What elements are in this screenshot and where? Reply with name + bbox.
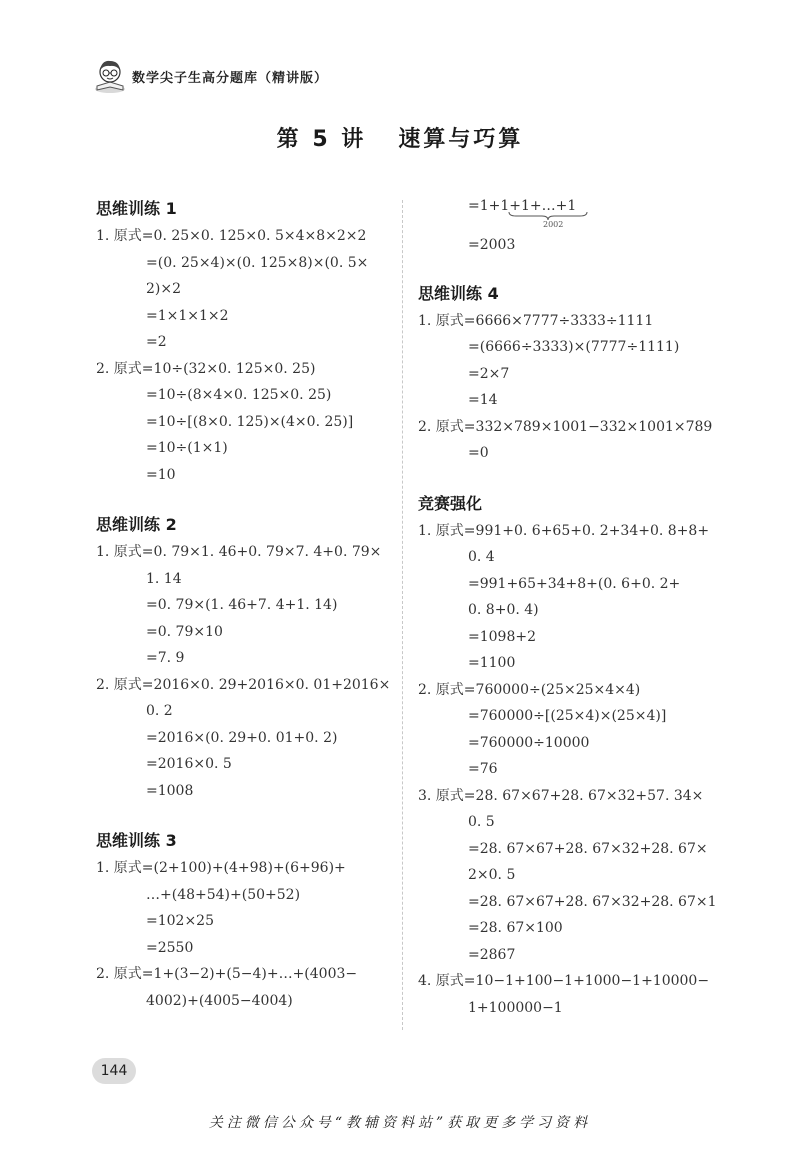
section-heading: 竞赛强化 — [418, 493, 483, 513]
solution-line: 1+100000−1 — [468, 999, 563, 1016]
solution-line: =760000÷[(25×4)×(25×4)] — [468, 708, 667, 724]
page-number: 144 — [92, 1058, 136, 1084]
solution-line: 2)×2 — [146, 281, 182, 297]
solution-line: 1. 原式=6666×7777÷3333÷1111 — [418, 312, 654, 329]
solution-line: =(0. 25×4)×(0. 125×8)×(0. 5× — [146, 254, 369, 271]
solution-line: =0. 79×10 — [146, 623, 223, 640]
right-column — [418, 194, 718, 1021]
solution-line: 2×0. 5 — [468, 867, 516, 883]
lecture-topic: 速算与巧算 — [398, 127, 524, 152]
solution-line: =76 — [468, 761, 498, 777]
underbrace-count: 2002 — [543, 220, 564, 229]
solution-line: =1×1×1×2 — [146, 307, 229, 324]
solution-line: 0. 8+0. 4) — [468, 602, 539, 618]
solution-line: 1. 原式=0. 79×1. 46+0. 79×7. 4+0. 79× — [96, 544, 382, 560]
section-heading: 思维训练 2 — [96, 515, 177, 534]
solution-line: =2×7 — [468, 365, 510, 382]
solution-line: =2 — [146, 334, 167, 350]
solution-line: =0. 79×(1. 46+7. 4+1. 14) — [146, 597, 338, 613]
solution-line: 1. 原式=(2+100)+(4+98)+(6+96)+ — [96, 860, 346, 876]
solution-line: 1. 14 — [146, 570, 182, 587]
solution-line: =10÷(8×4×0. 125×0. 25) — [146, 387, 332, 403]
solution-line: =1008 — [146, 782, 194, 799]
solution-line: =760000÷10000 — [468, 734, 590, 751]
solution-line: =991+65+34+8+(0. 6+0. 2+ — [468, 575, 681, 592]
section-heading: 思维训练 1 — [96, 199, 177, 218]
solution-line: 2. 原式=760000÷(25×25×4×4) — [418, 681, 641, 698]
solution-line: 1. 原式=0. 25×0. 125×0. 5×4×8×2×2 — [96, 228, 367, 244]
solution-line: =1100 — [468, 655, 516, 671]
underbrace-line — [418, 194, 718, 229]
solution-line: …+(48+54)+(50+52) — [146, 886, 301, 903]
solution-line: 4. 原式=10−1+100−1+1000−1+10000− — [418, 973, 710, 989]
student-reading-icon — [92, 58, 128, 94]
solution-line: =2003 — [468, 237, 516, 253]
solution-line: =2016×0. 5 — [146, 756, 232, 772]
solution-line: =10÷(1×1) — [146, 440, 228, 456]
running-header — [92, 56, 328, 96]
section-heading: 思维训练 3 — [96, 831, 177, 850]
solution-line: 3. 原式=28. 67×67+28. 67×32+57. 34× — [418, 787, 704, 804]
solution-line: =(6666÷3333)×(7777÷1111) — [468, 339, 680, 355]
solution-line: =1+1+1+…+1 — [468, 198, 577, 214]
solution-line: 0. 4 — [468, 549, 495, 565]
solution-line: =10 — [146, 466, 176, 483]
solution-line: =7. 9 — [146, 650, 185, 666]
left-column — [96, 196, 396, 1014]
solution-line: =0 — [468, 445, 489, 461]
solution-line: 0. 2 — [146, 703, 173, 719]
solution-line: =28. 67×67+28. 67×32+28. 67×1 — [468, 893, 717, 910]
solution-line: =10÷[(8×0. 125)×(4×0. 25)] — [146, 413, 354, 430]
solution-line: =14 — [468, 392, 498, 408]
solution-line: 2. 原式=1+(3−2)+(5−4)+…+(4003− — [96, 966, 358, 982]
solution-line: =28. 67×100 — [468, 920, 563, 936]
page-title — [0, 122, 800, 153]
solution-line: =28. 67×67+28. 67×32+28. 67× — [468, 840, 708, 857]
book-series-title: 数学尖子生高分题库（精讲版） — [132, 70, 329, 86]
solution-line: 2. 原式=332×789×1001−332×1001×789 — [418, 418, 713, 435]
solution-line: 2. 原式=2016×0. 29+2016×0. 01+2016× — [96, 676, 391, 693]
footer-note: 关注微信公众号“教辅资料站”获取更多学习资料 — [208, 1115, 592, 1131]
solution-line: =102×25 — [146, 913, 214, 929]
solution-line: =2867 — [468, 946, 516, 963]
section-heading: 思维训练 4 — [418, 283, 499, 303]
column-divider — [402, 200, 403, 1030]
solution-line: =2016×(0. 29+0. 01+0. 2) — [146, 729, 338, 746]
solution-line: =2550 — [146, 939, 194, 956]
solution-line: 0. 5 — [468, 814, 495, 830]
lecture-number: 第 5 讲 — [276, 127, 367, 152]
solution-line: 4002)+(4005−4004) — [146, 992, 293, 1009]
solution-line: 2. 原式=10÷(32×0. 125×0. 25) — [96, 360, 316, 377]
solution-line: =1098+2 — [468, 628, 536, 645]
solution-line: 1. 原式=991+0. 6+65+0. 2+34+0. 8+8+ — [418, 522, 710, 539]
